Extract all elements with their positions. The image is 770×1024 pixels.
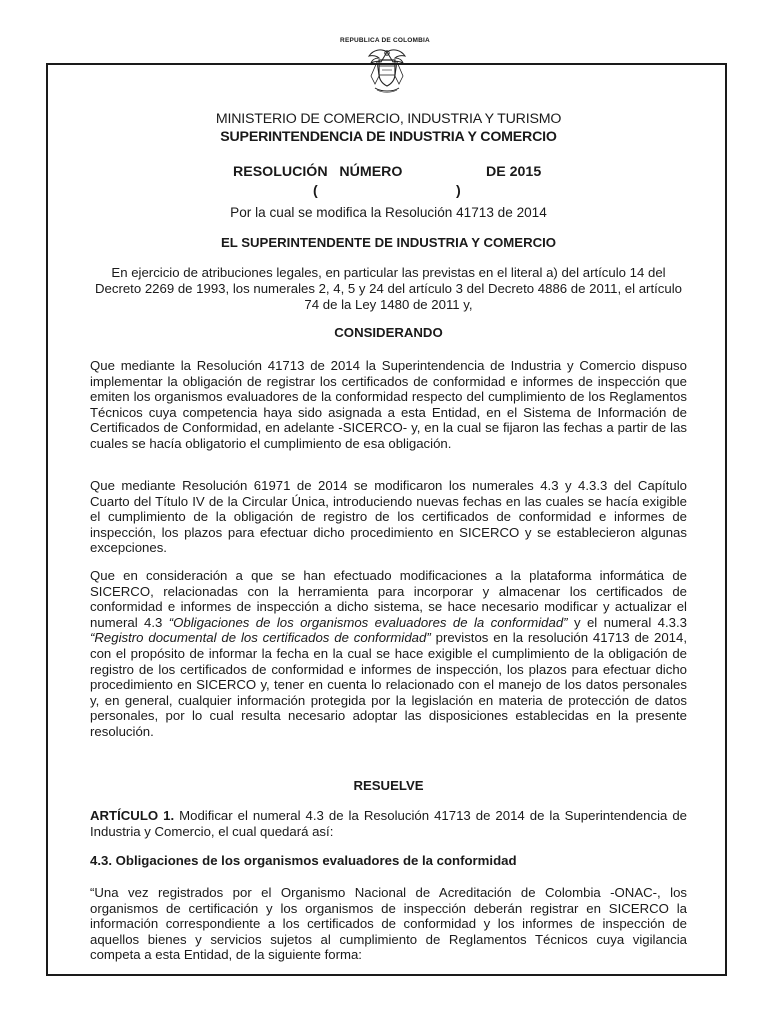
section-4-3-paragraph: “Una vez registrados por el Organismo Nacional de Acreditación de Colombia -ONAC-, los organismos de certificación y los organismos de inspección deberán registrar en SICERCO la información correspondiente a los certificados de conformidad y los informes de inspección de aquellos bienes y servicios sujetos al cumplimiento de Reglamentos Técnicos cuya vigilancia competa a esta Entidad, de la siguiente forma: (90, 885, 687, 963)
resolution-date-open: ( (313, 183, 318, 199)
preamble-paragraph: En ejercicio de atribuciones legales, en particular las previstas en el literal a) del artículo 14 del Decreto 2269 de 1993, los numerales 2, 4, 5 y 24 del artículo 3 del Decreto 4886 de 2011, el artículo 74 de la Ley 1480 de 2011 y, (95, 265, 682, 312)
resolution-number-label: RESOLUCIÓN NÚMERO (233, 164, 403, 180)
considerando-heading: CONSIDERANDO (334, 325, 443, 340)
article-1-text: Modificar el numeral 4.3 de la Resolución 41713 de 2014 de la Superintendencia de Industria y Comercio, el cual quedará así: (90, 808, 687, 839)
ministry-name: MINISTERIO DE COMERCIO, INDUSTRIA Y TURISMO (215, 111, 562, 127)
authority-heading: EL SUPERINTENDENTE DE INDUSTRIA Y COMERCIO (220, 235, 557, 250)
considerando-paragraph-3 (90, 568, 687, 740)
paragraph-3-text-c: previstos en la resolución 41713 de 2014, con el propósito de informar la fecha en la cual se hace exigible el cumplimiento de la obligación de registro de los certificados de conformidad e informes de inspección, los plazos para efectuar dicho procedimiento en SICERCO y, tener en cuenta lo relacionado con el manejo de los datos personales y, en general, cualquier información protegida por la legislación en materia de protección de datos personales, por lo cual resulta necesario adoptar las disposiciones establecidas en la presente resolución. (90, 630, 687, 739)
considerando-paragraph-1: Que mediante la Resolución 41713 de 2014 la Superintendencia de Industria y Comercio dispuso implementar la obligación de registrar los certificados de conformidad e informes de inspección que emiten los organismos evaluadores de la conformidad respecto del cumplimiento de los Reglamentos Técnicos cuya competencia haya sido asignada a esta Entidad, en el Sistema de Información de Certificados de Conformidad, en adelante -SICERCO- y, en la cual se fijaron las fechas a partir de las cuales se hacía obligatorio el cumplimiento de esa obligación. (90, 358, 687, 451)
resolution-year: DE 2015 (486, 164, 542, 180)
considerando-paragraph-2: Que mediante Resolución 61971 de 2014 se modificaron los numerales 4.3 y 4.3.3 del Capítulo Cuarto del Título IV de la Circular Única, introduciendo nuevas fechas en las cuales se hacía exigible el cumplimiento de la obligación de registro de los certificados de conformidad e informes de inspección, los plazos para efectuar dicho procedimiento en SICERCO y se establecieron algunas excepciones. (90, 478, 687, 556)
paragraph-3-italic-1: “Obligaciones de los organismos evaluadores de la conformidad” (168, 614, 568, 630)
superintendency-name: SUPERINTENDENCIA DE INDUSTRIA Y COMERCIO (220, 129, 557, 145)
section-4-3-heading: 4.3. Obligaciones de los organismos evaluadores de la conformidad (90, 853, 517, 868)
resuelve-heading: RESUELVE (353, 778, 424, 793)
paragraph-3-text-b: y el numeral 4.3.3 (567, 614, 687, 630)
paragraph-3-italic-2: “Registro documental de los certificados de conformidad” (90, 630, 431, 646)
article-1-label: ARTÍCULO 1. (90, 808, 175, 823)
paragraph-3-text-a: Que en consideración a que se han efectuado modificaciones a la plataforma informática de SICERCO, relacionadas con la herramienta para incorporar y almacenar los certificados de conformidad e informes de inspección a dicho sistema, se hace necesario modificar y actualizar el numeral 4.3 (90, 568, 687, 630)
resolution-subtitle: Por la cual se modifica la Resolución 41713 de 2014 (230, 205, 547, 220)
article-1-paragraph (90, 808, 687, 839)
resolution-date-close: ) (456, 183, 461, 199)
country-header: REPUBLICA DE COLOMBIA (340, 37, 430, 44)
